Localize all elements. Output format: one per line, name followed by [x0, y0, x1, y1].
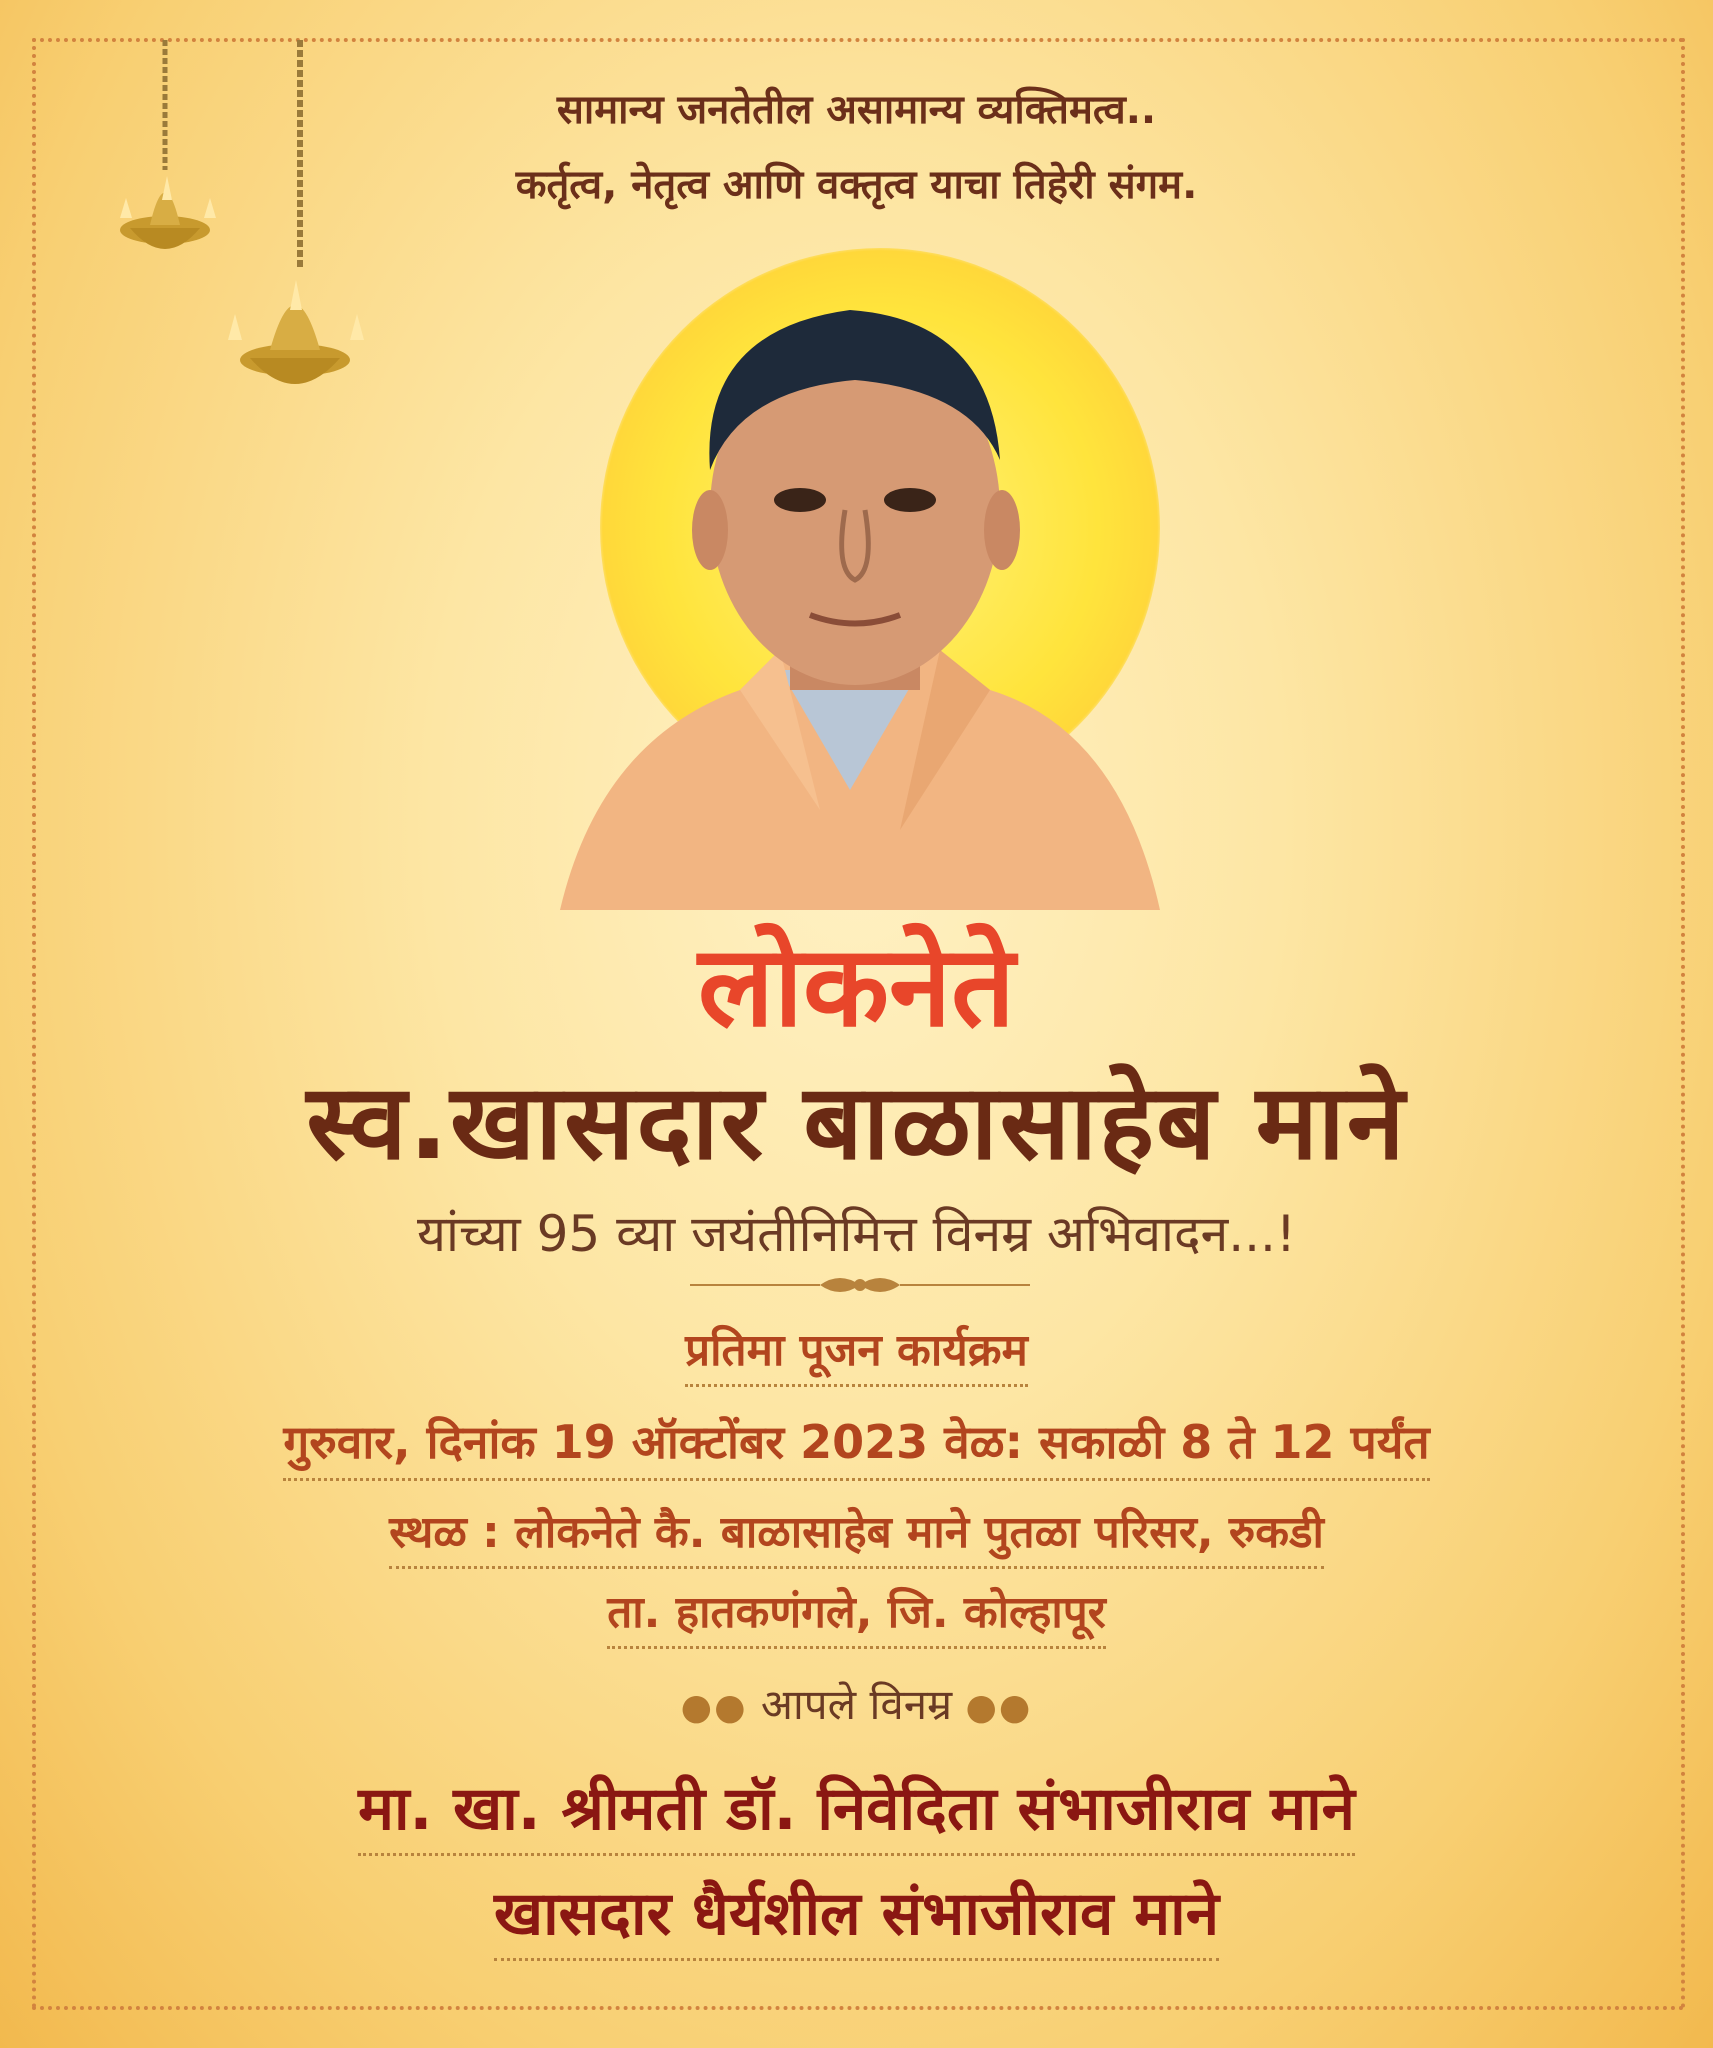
event-datetime: गुरुवार, दिनांक 19 ऑक्टोंबर 2023 वेळ: सकाळी 8 ते 12 पर्यंत — [283, 1410, 1429, 1481]
event-place-line-2: ता. हातकणंगले, जि. कोल्हापूर — [607, 1580, 1106, 1649]
dot-ornament-icon: ●● — [680, 1687, 748, 1728]
greeting-label: आपले विनम्र — [760, 1680, 953, 1729]
host-name-2: खासदार धैर्यशील संभाजीराव माने — [494, 1870, 1219, 1961]
tagline-line-1: सामान्य जनतेतील असामान्य व्यक्तिमत्व.. — [556, 87, 1157, 133]
event-title-row — [0, 1318, 1713, 1387]
host-row-1 — [0, 1765, 1713, 1856]
title-prefix: लोकनेते — [698, 922, 1015, 1052]
event-place-row-2 — [0, 1580, 1713, 1649]
leader-portrait — [520, 270, 1180, 910]
event-place-line-1: स्थळ : लोकनेते कै. बाळासाहेब माने पुतळा परिसर, रुकडी — [389, 1500, 1324, 1569]
host-row-2 — [0, 1870, 1713, 1961]
greeting-row — [0, 1675, 1713, 1732]
event-place-row-1 — [0, 1500, 1713, 1569]
tagline-line-2: कर्तृत्व, नेतृत्व आणि वक्तृत्व याचा तिहेरी संगम. — [515, 162, 1198, 208]
title-name: स्व.खासदार बाळासाहेब माने — [306, 1061, 1407, 1183]
dot-ornament-icon: ●● — [965, 1687, 1033, 1728]
event-date-row — [0, 1410, 1713, 1481]
event-title: प्रतिमा पूजन कार्यक्रम — [685, 1318, 1028, 1387]
ornament-divider-icon — [690, 1265, 1030, 1305]
subtitle: यांच्या 95 व्या जयंतीनिमित्त विनम्र अभिवादन...! — [417, 1205, 1296, 1263]
host-name-1: मा. खा. श्रीमती डॉ. निवेदिता संभाजीराव माने — [358, 1765, 1355, 1856]
